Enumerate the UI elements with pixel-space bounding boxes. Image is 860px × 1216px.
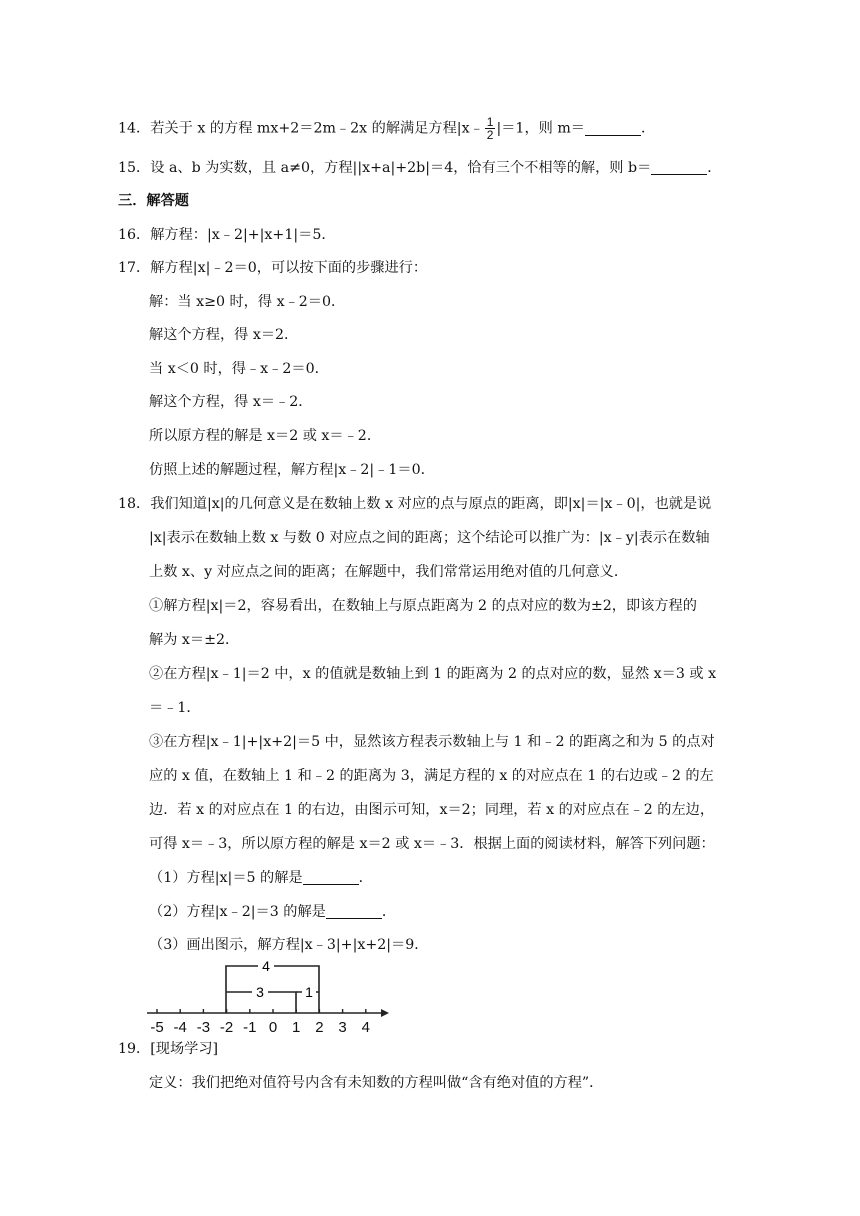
fraction-numerator: 1 <box>486 115 494 129</box>
axis-arrow <box>381 1009 389 1017</box>
question-17-line: 17．解方程|x|﹣2＝0，可以按下面的步骤进行： <box>118 260 428 276</box>
question-19: 19．[现场学习] <box>118 1041 219 1057</box>
tick-label: -3 <box>196 1019 211 1036</box>
q15-answer-blank[interactable] <box>651 160 707 175</box>
question-14 <box>118 116 655 141</box>
question-18-line: ＝﹣1． <box>149 700 201 716</box>
q15-text-end: ． <box>707 160 722 176</box>
question-17-line: 解这个方程，得 x＝﹣2． <box>149 394 313 410</box>
q15-text-a: 15．设 a、b 为实数，且 a≠0，方程||x+a|+2b|＝4，恰有三个不相等的解，则 b＝ <box>118 160 652 176</box>
question-18-line: ③在方程|x﹣1|+|x+2|＝5 中，显然该方程表示数轴上与 1 和﹣2 的距离之和为 5 的点对 <box>149 734 715 750</box>
question-17-line: 仿照上述的解题过程，解方程|x﹣2|﹣1＝0． <box>149 462 435 478</box>
question-19-definition: 定义：我们把绝对值符号内含有未知数的方程叫做“含有绝对值的方程”． <box>149 1075 604 1091</box>
q14-answer-blank[interactable] <box>585 121 641 136</box>
sub2-text: （2）方程|x﹣2|＝3 的解是 <box>149 904 326 920</box>
question-17-line: 解这个方程，得 x＝2． <box>149 327 299 343</box>
label-4: 4 <box>262 958 270 974</box>
question-18-line: 18．我们知道|x|的几何意义是在数轴上数 x 对应的点与原点的距离，即|x|＝|x﹣0|，也就是说 <box>118 496 712 512</box>
tick-label: -4 <box>173 1019 187 1036</box>
sub2-text-end: ． <box>381 904 397 920</box>
question-17-line: 当 x＜0 时，得﹣x﹣2＝0． <box>149 361 329 377</box>
question-17-line: 所以原方程的解是 x＝2 或 x＝﹣2． <box>149 428 382 444</box>
question-18-sub-1 <box>149 868 373 888</box>
number-line-figure <box>145 958 390 1036</box>
question-18-line: |x|表示在数轴上数 x 与数 0 对应点之间的距离；这个结论可以推广为：|x﹣y|表示在数轴 <box>149 530 710 546</box>
label-3: 3 <box>256 984 264 1000</box>
question-17-line: 解：当 x≥0 时，得 x﹣2＝0． <box>149 294 346 310</box>
sub2-answer-blank[interactable] <box>326 904 382 919</box>
tick-label: -5 <box>150 1019 164 1036</box>
question-18-sub-3: （3）画出图示，解方程|x﹣3|+|x+2|＝9． <box>149 937 429 953</box>
question-18-line: 解为 x＝±2． <box>149 632 240 648</box>
tick-label: -1 <box>243 1019 257 1036</box>
question-18-line: 边．若 x 的对应点在 1 的右边，由图示可知，x＝2；同理，若 x 的对应点在﹣2 的左边， <box>149 802 715 818</box>
q14-text-b: |＝1，则 m＝ <box>496 120 585 137</box>
question-18-line: ①解方程|x|＝2，容易看出，在数轴上与原点距离为 2 的点对应的数为±2，即该方程的 <box>149 598 697 614</box>
sub1-text-end: ． <box>358 870 373 886</box>
section-heading: 三．解答题 <box>118 193 189 209</box>
q14-text-end: ． <box>640 120 656 137</box>
tick-label: 0 <box>268 1019 278 1036</box>
fraction-one-half <box>485 116 496 141</box>
question-18-line: 应的 x 值，在数轴上 1 和﹣2 的距离为 3，满足方程的 x 的对应点在 1 的右边或﹣2 的左 <box>149 768 714 784</box>
question-18-line: 可得 x＝﹣3，所以原方程的解是 x＝2 或 x＝﹣3．根据上面的阅读材料，解答下列问题： <box>149 836 715 852</box>
fraction-denominator: 2 <box>486 128 494 142</box>
sub1-text: （1）方程|x|＝5 的解是 <box>149 870 303 886</box>
tick-label: 2 <box>315 1019 324 1036</box>
tick-label: 1 <box>292 1019 301 1036</box>
question-18-line: 上数 x、y 对应点之间的距离；在解题中，我们常常运用绝对值的几何意义． <box>149 564 629 580</box>
tick-label: -2 <box>219 1019 234 1036</box>
question-18-line: ②在方程|x﹣1|＝2 中，x 的值就是数轴上到 1 的距离为 2 的点对应的数，显然 x＝3 或 x <box>149 666 717 682</box>
tick-label: 4 <box>361 1019 370 1036</box>
sub1-answer-blank[interactable] <box>303 870 359 885</box>
q14-text-a: 14．若关于 x 的方程 mx+2＝2m﹣2x 的解满足方程|x﹣ <box>118 120 484 137</box>
label-1: 1 <box>305 984 313 1000</box>
question-16: 16．解方程：|x﹣2|+|x+1|＝5． <box>118 227 336 243</box>
tick-label: 3 <box>338 1019 347 1036</box>
question-18-sub-2 <box>149 902 396 922</box>
question-15 <box>118 158 721 178</box>
